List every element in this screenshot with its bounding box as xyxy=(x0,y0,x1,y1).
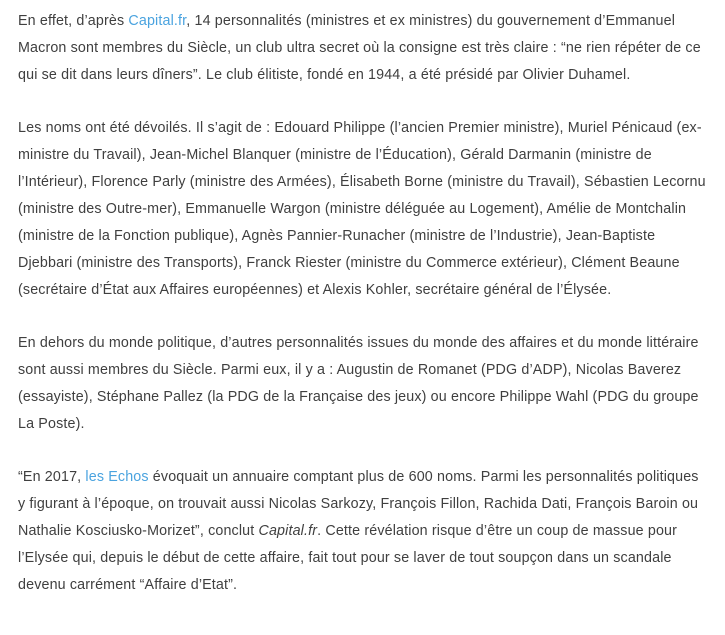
source-name: Capital.fr xyxy=(258,523,318,539)
paragraph-text: Les noms ont été dévoilés. Il s’agit de : Edouard Philippe (l’ancien Premier ministre), Muriel Pénicaud (ex-ministre du Travail), Jean-Michel Blanquer (ministre de l’Éducation), Gérald Darmanin (ministre de l’Intérieur), Florence Parly (ministre des Armées), Élisabeth Borne (ministre du Travail), Sébastien Lecornu (ministre des Outre-mer), Emmanuelle Wargon (ministre déléguée au Logement), Amélie de Montchalin (ministre de la Fonction publique), Agnès Pannier-Runacher (ministre de l’Industrie), Jean-Baptiste Djebbari (ministre des Transports), Franck Riester (ministre du Commerce extérieur), Clément Beaune (secrétaire d’État aux Affaires européennes) et Alexis Kohler, secrétaire général de l’Élysée. xyxy=(18,120,706,298)
paragraph-text: évoquait un annuaire comptant plus de 600 noms. Parmi les personnalités politiques y figurant à l’époque, on trouvait aussi Nicolas Sarkozy, François Fillon, Rachida Dati, François Baroin ou Nathalie Kosciusko-Morizet”, conclut xyxy=(18,469,699,539)
capital-fr-link-1[interactable]: Capital.fr xyxy=(128,13,187,29)
paragraph-text: En effet, d’après xyxy=(18,13,129,29)
paragraph-text: En dehors du monde politique, d’autres personnalités issues du monde des affaires et du monde littéraire sont aussi membres du Siècle. Parmi eux, il y a : Augustin de Romanet (PDG d’ADP), Nicolas Baverez (essayiste), Stéphane Pallez (la PDG de la Française des jeux) ou encore Philippe Wahl (PDG du groupe La Poste). xyxy=(18,335,699,432)
paragraph-text: “En 2017, xyxy=(18,469,86,485)
paragraph xyxy=(18,464,707,599)
paragraph-text: , 14 personnalités (ministres et ex ministres) du gouvernement d’Emmanuel Macron sont membres du Siècle, un club ultra secret où la consigne est très claire : “ne rien répéter de ce qui se dit dans leurs dîners”. Le club élitiste, fondé en 1944, a été présidé par Olivier Duhamel. xyxy=(18,13,701,83)
paragraph xyxy=(18,115,707,304)
paragraph xyxy=(18,8,707,89)
paragraph-text: . Cette révélation risque d’être un coup de massue pour l’Elysée qui, depuis le début de cette affaire, fait tout pour se laver de tout soupçon dans un scandale devenu carrément “Affaire d’Etat”. xyxy=(18,523,678,593)
paragraph xyxy=(18,330,707,438)
les-echos-link[interactable]: les Echos xyxy=(85,469,149,485)
